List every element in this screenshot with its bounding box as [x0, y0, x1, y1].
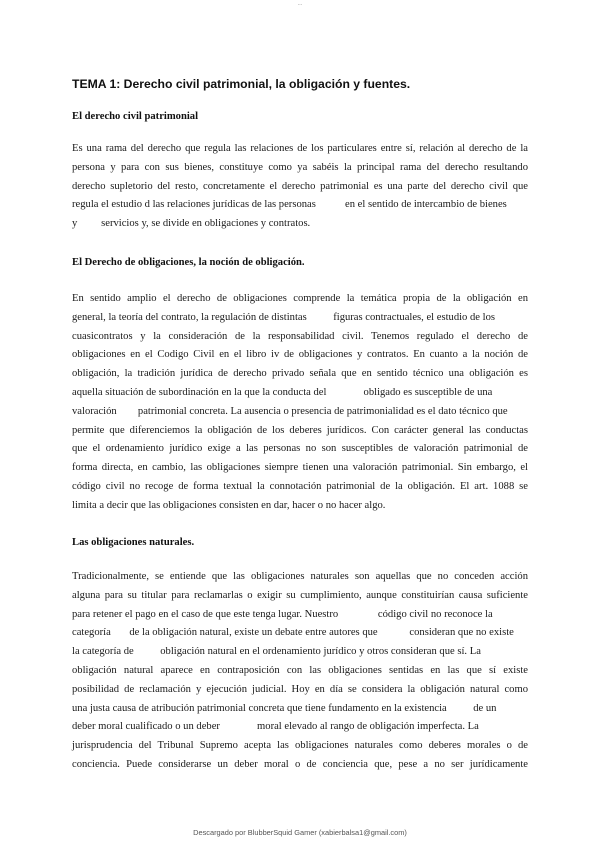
text-line: limita a decir que las obligaciones consisten en dar, hacer o no hacer algo. [72, 499, 386, 511]
text-line: la categoría de obligación natural en el ordenamiento jurídico y otros consideran que sí. La [72, 646, 481, 658]
top-mark: ... [297, 1, 303, 7]
text-line: posibilidad de reclamación y ejecución judicial. Hoy en día se considera la obligación natural como [72, 683, 528, 695]
section-heading-civil-patrimonial: El derecho civil patrimonial [72, 111, 199, 122]
text-line: una justa causa de atribución patrimonial concreta que tiene fundamento en la existencia de un [72, 702, 497, 714]
text-line: En sentido amplio el derecho de obligaciones comprende la temática propia de la obligación en [72, 293, 528, 304]
text-line: categoría de la obligación natural, existe un debate entre autores que consideran que no existe [72, 627, 514, 639]
text-line: persona y para con sus bienes, constituye como ya sabéis la principal rama del derecho resultando [72, 161, 528, 173]
text-line: forma directa, en cambio, las obligaciones siempre tienen una valoración patrimonial. Sin embargo, el [72, 462, 528, 474]
text-line: obligación, la tradición jurídica de derecho privado señala que en sentido técnico una obligación es [72, 368, 528, 380]
text-line: aquella situación de subordinación en la que la conducta del obligado es susceptible de una [72, 386, 493, 398]
text-line: alguna para su titular para reclamarlas o exigir su cumplimiento, aunque constituirían causa suficiente [72, 589, 528, 601]
text-line: que el ordenamiento jurídico exige a las personas no son susceptibles de valoración patrimonial de [72, 443, 528, 455]
text-line: jurisprudencia del Tribunal Supremo acepta las obligaciones naturales como deberes morales o de [72, 740, 528, 752]
text-line: y servicios y, se divide en obligaciones y contratos. [72, 218, 311, 230]
text-line: regula el estudio d las relaciones jurídicas de las personas en el sentido de intercambio de bienes [72, 199, 507, 211]
text-line: derecho supletorio del resto, concretamente el derecho patrimonial es una parte del derecho civil que [72, 180, 528, 192]
page-title: TEMA 1: Derecho civil patrimonial, la obligación y fuentes. [72, 77, 411, 91]
text-line: Es una rama del derecho que regula las relaciones de los particulares entre sí, relación al derecho de la [72, 143, 528, 154]
paragraph-civil-patrimonial [72, 140, 528, 234]
text-line: obligaciones en el Codigo Civil en el libro iv de obligaciones y contratos. En cuanto a la noción de [72, 349, 528, 361]
paragraph-obligaciones [72, 290, 528, 516]
text-line: Tradicionalmente, se entiende que las obligaciones naturales son aquellas que no conceden acción [72, 571, 528, 582]
section-heading-obligaciones: El Derecho de obligaciones, la noción de obligación. [72, 257, 305, 268]
text-line: deber moral cualificado o un deber moral elevado al rango de obligación imperfecta. La [72, 721, 479, 733]
section-heading-obligaciones-naturales: Las obligaciones naturales. [72, 537, 195, 548]
download-footer: Descargado por BlubberSquid Gamer (xabierbalsa1@gmail.com) [193, 828, 407, 837]
text-line: general, la teoría del contrato, la regulación de distintas figuras contractuales, el estudio de los [72, 311, 496, 323]
text-line: obligación natural aparece en contraposición con las obligaciones sentidas en las que sí existe [72, 664, 528, 676]
paragraph-obligaciones-naturales [72, 568, 528, 775]
text-line: cuasicontratos y la consideración de la responsabilidad civil. Tenemos regulado el derecho de [72, 330, 528, 342]
text-line: valoración patrimonial concreta. La ausencia o presencia de patrimonialidad es el dato técnico que [72, 405, 508, 417]
text-line: código civil no recoge de forma textual la connotación patrimonial de la obligación. El art. 1088 se [72, 480, 528, 492]
text-line: conciencia. Puede considerarse un deber moral o de conciencia que, pese a no ser jurídicamente [72, 758, 528, 770]
text-line: permite que diferenciemos la obligación de los deberes jurídicos. Con carácter general las conductas [72, 424, 528, 436]
text-line: para retener el pago en el caso de que este tenga lugar. Nuestro código civil no reconoce la [72, 608, 493, 620]
